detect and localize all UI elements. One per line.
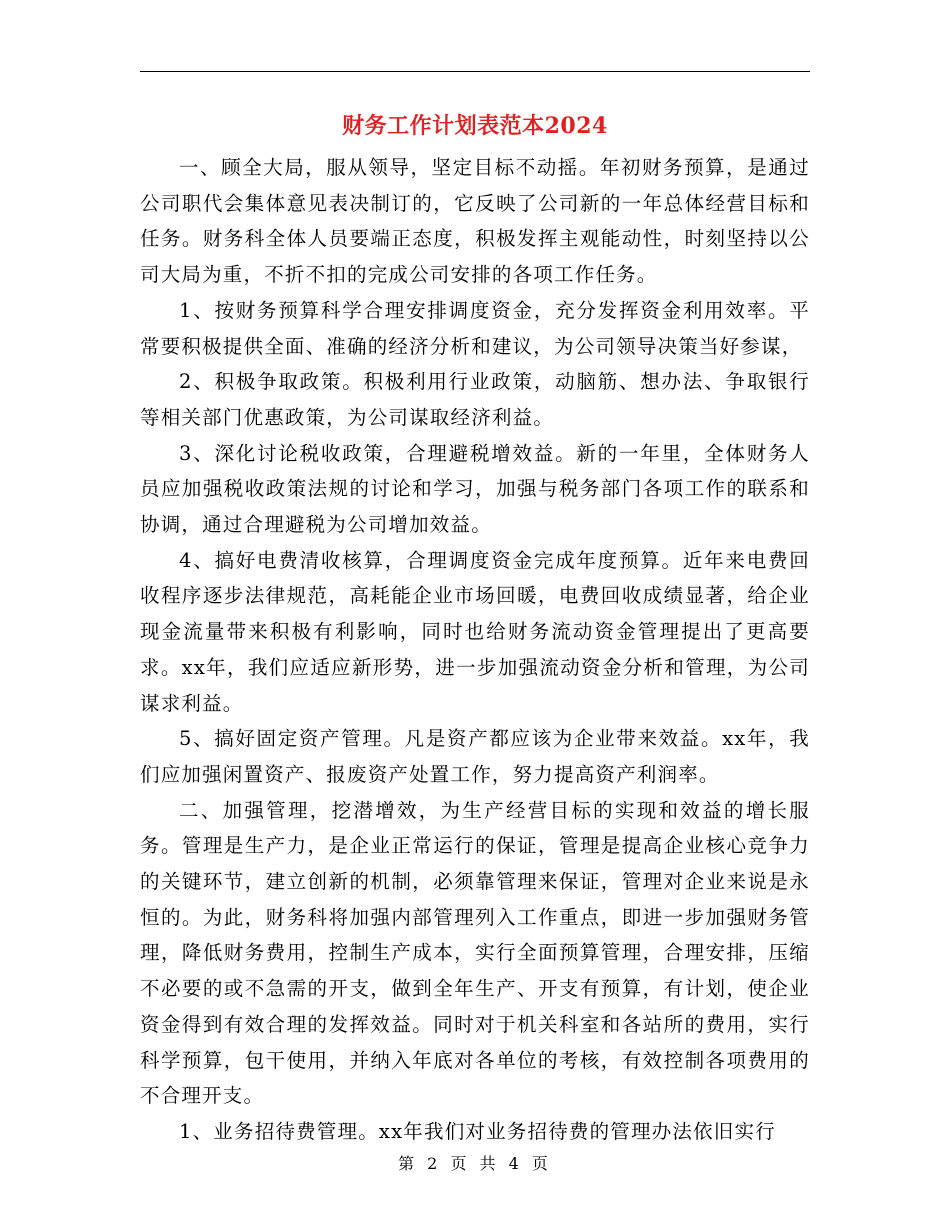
paragraph-1: 一、顾全大局，服从领导，坚定目标不动摇。年初财务预算，是通过公司职代会集体意见表决制订的，它反映了公司新的一年总体经营目标和任务。财务科全体人员要端正态度，积极发挥主观能动性，时刻坚持以公司大局为重，不折不扣的完成公司安排的各项工作任务。 xyxy=(140,156,810,287)
paragraph-6: 5、搞好固定资产管理。凡是资产都应该为企业带来效益。xx年，我们应加强闲置资产、报废资产处置工作，努力提高资产利润率。 xyxy=(140,727,810,786)
paragraph-4: 3、深化讨论税收政策，合理避税增效益。新的一年里，全体财务人员应加强税收政策法规的讨论和学习，加强与税务部门各项工作的联系和协调，通过合理避税为公司增加效益。 xyxy=(140,441,810,537)
page-number-footer: 第 2 页 共 4 页 xyxy=(398,1154,552,1173)
document-body xyxy=(140,150,810,1150)
paragraph-2: 1、按财务预算科学合理安排调度资金，充分发挥资金利用效率。平常要积极提供全面、准确的经济分析和建议，为公司领导决策当好参谋， xyxy=(140,298,810,358)
paragraph-5: 4、搞好电费清收核算，合理调度资金完成年度预算。近年来电费回收程序逐步法律规范，高耗能企业市场回暖，电费回收成绩显著，给企业现金流量带来积极有利影响，同时也给财务流动资金管理提出了更高要求。xx年，我们应适应新形势，进一步加强流动资金分析和管理，为公司谋求利益。 xyxy=(140,548,810,715)
paragraph-3: 2、积极争取政策。积极利用行业政策，动脑筋、想办法、争取银行等相关部门优惠政策，为公司谋取经济利益。 xyxy=(140,370,810,429)
paragraph-8: 1、业务招待费管理。xx年我们对业务招待费的管理办法依旧实行 xyxy=(179,1119,776,1143)
header-rule xyxy=(140,71,810,72)
paragraph-7: 二、加强管理，挖潜增效，为生产经营目标的实现和效益的增长服务。管理是生产力，是企业正常运行的保证，管理是提高企业核心竞争力的关键环节，建立创新的机制，必须靠管理来保证，管理对企业来说是永恒的。为此，财务科将加强内部管理列入工作重点，即进一步加强财务管理，降低财务费用，控制生产成本，实行全面预算管理，合理安排，压缩不必要的或不急需的开支，做到全年生产、开支有预算，有计划，使企业资金得到有效合理的发挥效益。同时对于机关科室和各站所的费用，实行科学预算，包干使用，并纳入年底对各单位的考核，有效控制各项费用的不合理开支。 xyxy=(140,798,810,1108)
document-title: 财务工作计划表范本2024 xyxy=(342,113,608,139)
